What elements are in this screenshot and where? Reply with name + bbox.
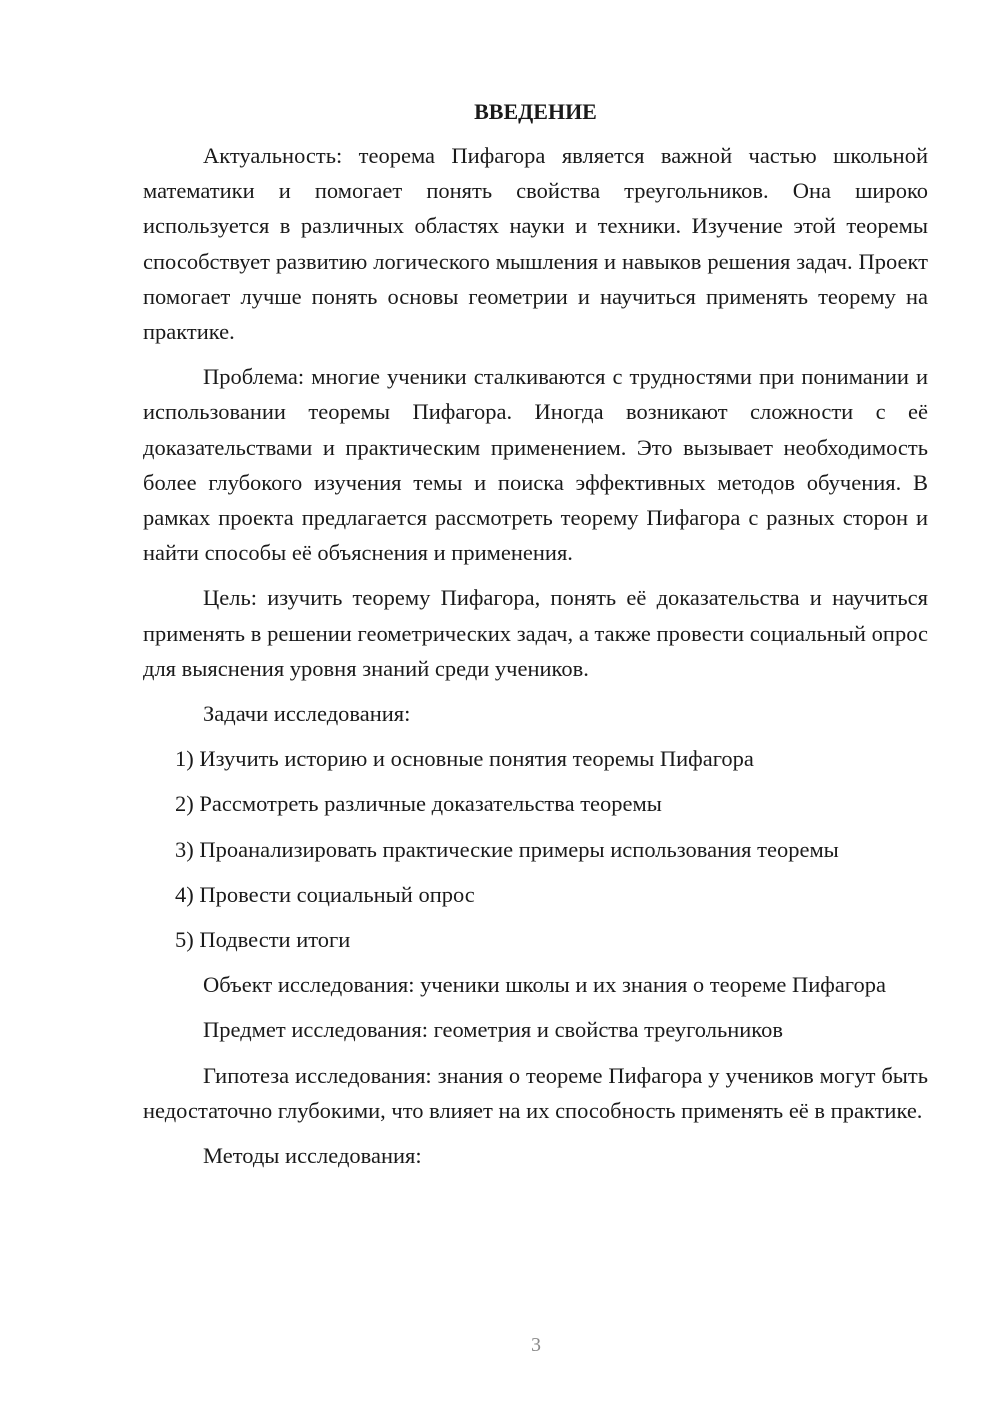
list-item: 2) Рассмотреть различные доказательства теоремы (175, 791, 662, 817)
methods-heading: Методы исследования: (203, 1143, 422, 1169)
paragraph-goal: Цель: изучить теорему Пифагора, понять её доказательства и научиться применять в решении геометрических задач, а также провести социальный опрос для выяснения уровня знаний среди учеников. (143, 585, 928, 681)
paragraph-hypothesis: Гипотеза исследования: знания о теореме Пифагора у учеников могут быть недостаточно глубокими, что влияет на их способность применять её в практике. (143, 1062, 928, 1123)
paragraph-problem: Проблема: многие ученики сталкиваются с трудностями при понимании и использовании теоремы Пифагора. Иногда возникают сложности с её доказательствами и практическим применением. Это вызывает необходимость более глубокого изучения темы и поиска эффективных методов обучения. В рамках проекта предлагается рассмотреть теорему Пифагора с разных сторон и найти способы её объяснения и применения. (143, 364, 928, 566)
tasks-heading: Задачи исследования: (203, 701, 411, 727)
list-item: 3) Проанализировать практические примеры использования теоремы (175, 836, 839, 862)
page-title: ВВЕДЕНИЕ (474, 99, 597, 124)
list-item: 5) Подвести итоги (175, 927, 351, 953)
paragraph-object: Объект исследования: ученики школы и их знания о теореме Пифагора (203, 972, 886, 998)
tasks-list (143, 741, 928, 957)
page-number: 3 (531, 1334, 541, 1356)
list-item: 4) Провести социальный опрос (175, 881, 475, 907)
paragraph-relevance: Актуальность: теорема Пифагора является важной частью школьной математики и помогает понять свойства треугольников. Она широко используется в различных областях науки и техники. Изучение этой теоремы способствует развитию логического мышления и навыков решения задач. Проект помогает лучше понять основы геометрии и научиться применять теорему на практике. (143, 143, 928, 345)
document-page (143, 96, 928, 1183)
paragraph-subject: Предмет исследования: геометрия и свойства треугольников (203, 1017, 783, 1043)
list-item: 1) Изучить историю и основные понятия теоремы Пифагора (175, 746, 754, 772)
